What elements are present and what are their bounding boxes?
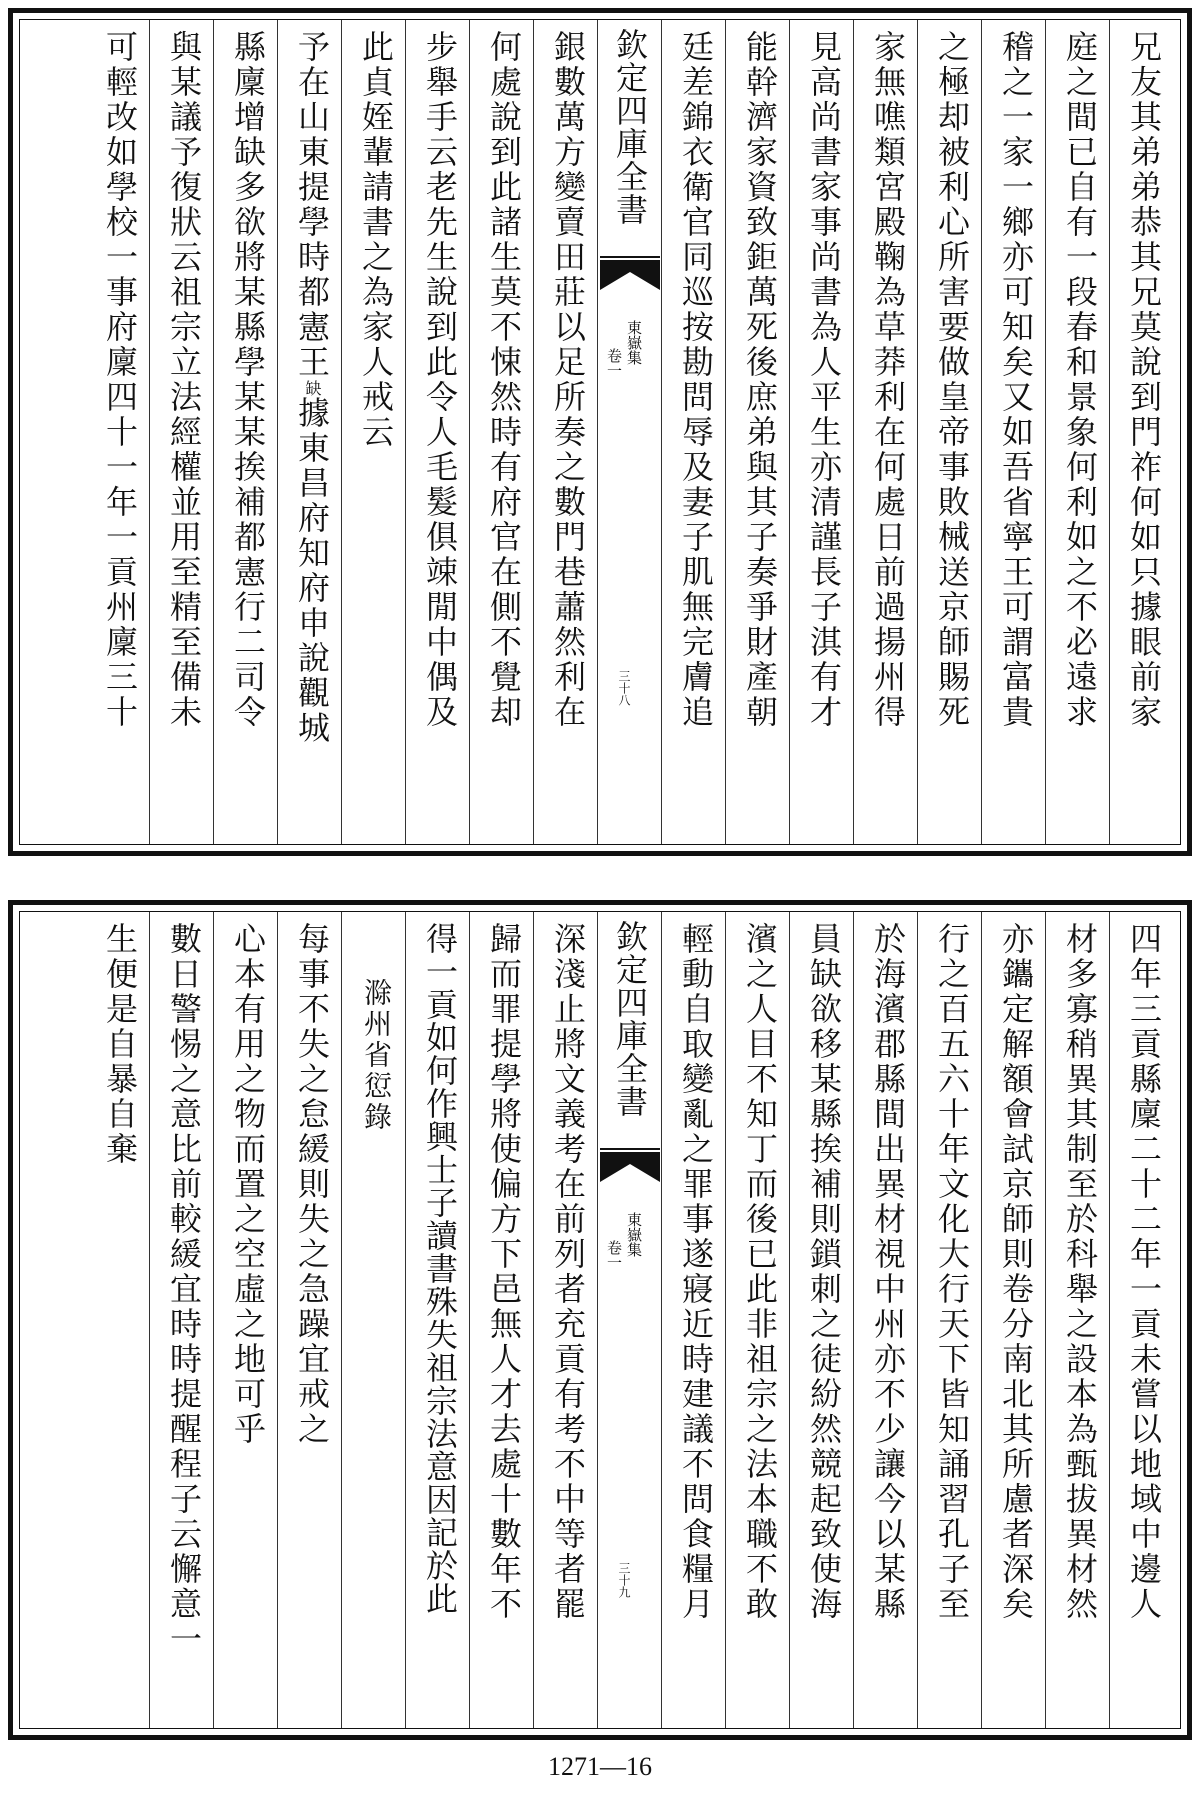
center-fold-strip [600, 912, 660, 1728]
column-rule [1109, 912, 1110, 1728]
text-column: 銀數萬方變賣田莊以足所奏之數門巷蕭然利在 [549, 30, 587, 730]
top-page [8, 8, 1192, 856]
text-column: 濱之人目不知丁而後已此非祖宗之法本職不敢 [741, 922, 779, 1622]
column-rule [405, 912, 406, 1728]
column-rule [917, 20, 918, 844]
lacuna-note: 缺 [303, 380, 322, 396]
text-column: 此貞姪輩請書之為家人戒云 [357, 30, 395, 450]
column-rule [661, 912, 662, 1728]
column-rule [341, 20, 342, 844]
column-rule [277, 20, 278, 844]
text-column: 數日警惕之意比前較緩宜時時提醒程子云懈意一 [165, 922, 203, 1657]
center-book-title: 東嶽集 [625, 1212, 643, 1257]
column-rule [405, 20, 406, 844]
text-column: 能幹濟家資致鉅萬死後庶弟與其子奏爭財產朝 [741, 30, 779, 730]
text-column [284, 30, 340, 834]
center-juan-number: 卷一 [605, 348, 623, 378]
text-column: 行之百五六十年文化大行天下皆知誦習孔子至 [933, 922, 971, 1622]
text-column: 歸而罪提學將使偏方下邑無人才去處十數年不 [485, 922, 523, 1622]
fish-tail-mark-icon [600, 260, 660, 290]
column-text: 予在山東提學時都憲王 [293, 30, 331, 380]
bottom-page [8, 900, 1192, 1740]
text-column: 家無噍類宮殿鞠為草莽利在何處日前過揚州得 [869, 30, 907, 730]
column-rule [917, 912, 918, 1728]
text-column: 心本有用之物而置之空虛之地可乎 [229, 922, 267, 1447]
page-number: 1271—16 [548, 1752, 652, 1781]
column-rule [149, 912, 150, 1728]
section-title: 滁州省愆錄 [360, 978, 393, 1133]
text-column: 每事不失之怠緩則失之急躁宜戒之 [293, 922, 331, 1447]
column-rule [149, 20, 150, 844]
text-column: 庭之間已自有一段春和景象何利如之不必遠求 [1061, 30, 1099, 730]
center-juan-number: 卷一 [605, 1240, 623, 1270]
text-column: 生便是自暴自棄 [101, 922, 139, 1167]
column-rule [341, 912, 342, 1728]
center-header-title: 欽定四庫全書 [600, 920, 660, 1150]
text-column: 見高尚書家事尚書為人平生亦清謹長子淇有才 [805, 30, 843, 730]
column-text: 據東昌府知府申說觀城 [293, 396, 331, 746]
text-column: 與某議予復狀云祖宗立法經權並用至精至備未 [165, 30, 203, 730]
column-rule [853, 912, 854, 1728]
text-column: 步舉手云老先生說到此令人毛髮俱竦閒中偶及 [421, 30, 459, 730]
text-column: 縣廩增缺多欲將某縣學某某挨補都憲行二司令 [229, 30, 267, 730]
text-column: 廷差錦衣衛官同巡按勘問辱及妻子肌無完膚追 [677, 30, 715, 730]
column-rule [661, 20, 662, 844]
column-rule [213, 20, 214, 844]
text-column: 可輕改如學校一事府廩四十一年一貢州廩三十 [101, 30, 139, 730]
center-fold-strip [600, 20, 660, 844]
center-leaf-number: 三十八 [617, 670, 631, 706]
text-column: 材多寡稍異其制至於科舉之設本為甄拔異材然 [1061, 922, 1099, 1622]
text-column: 兄友其弟弟恭其兄莫說到門祚何如只據眼前家 [1125, 30, 1163, 730]
column-rule [277, 912, 278, 1728]
text-column: 員缺欲移某縣挨補則鎖刺之徒紛然競起致使海 [805, 922, 843, 1622]
text-column: 何處說到此諸生莫不悚然時有府官在側不覺却 [485, 30, 523, 730]
column-rule [1109, 20, 1110, 844]
column-rule [789, 912, 790, 1728]
column-rule [981, 912, 982, 1728]
top-page-frame [19, 19, 1181, 845]
column-rule [725, 912, 726, 1728]
text-column: 深淺止將文義考在前列者充貢有考不中等者罷 [549, 922, 587, 1622]
text-column: 於海濱郡縣間出異材視中州亦不少讓今以某縣 [869, 922, 907, 1622]
text-column: 亦鑴定解額會試京師則卷分南北其所慮者深矣 [997, 922, 1035, 1622]
text-column: 輕動自取變亂之罪事遂寢近時建議不問食糧月 [677, 922, 715, 1622]
center-header-title: 欽定四庫全書 [600, 28, 660, 258]
column-rule [853, 20, 854, 844]
text-column: 四年三貢縣廩二十二年一貢未嘗以地域中邊人 [1125, 922, 1163, 1622]
column-rule [981, 20, 982, 844]
column-rule [469, 20, 470, 844]
text-column: 得一貢如何作興士子讀書殊失祖宗法意因記於此 [421, 922, 459, 1615]
fish-tail-mark-icon [600, 1152, 660, 1182]
text-column: 稽之一家一鄉亦可知矣又如吾省寧王可謂富貴 [997, 30, 1035, 730]
column-rule [533, 912, 534, 1728]
center-leaf-number: 三十九 [617, 1562, 631, 1598]
text-column: 之極却被利心所害要做皇帝事敗械送京師賜死 [933, 30, 971, 730]
center-book-title: 東嶽集 [625, 320, 643, 365]
column-rule [469, 912, 470, 1728]
column-rule [597, 912, 598, 1728]
column-rule [597, 20, 598, 844]
column-rule [213, 912, 214, 1728]
column-rule [725, 20, 726, 844]
column-rule [1045, 20, 1046, 844]
column-rule [1045, 912, 1046, 1728]
bottom-page-frame [19, 911, 1181, 1729]
column-rule [789, 20, 790, 844]
column-rule [533, 20, 534, 844]
